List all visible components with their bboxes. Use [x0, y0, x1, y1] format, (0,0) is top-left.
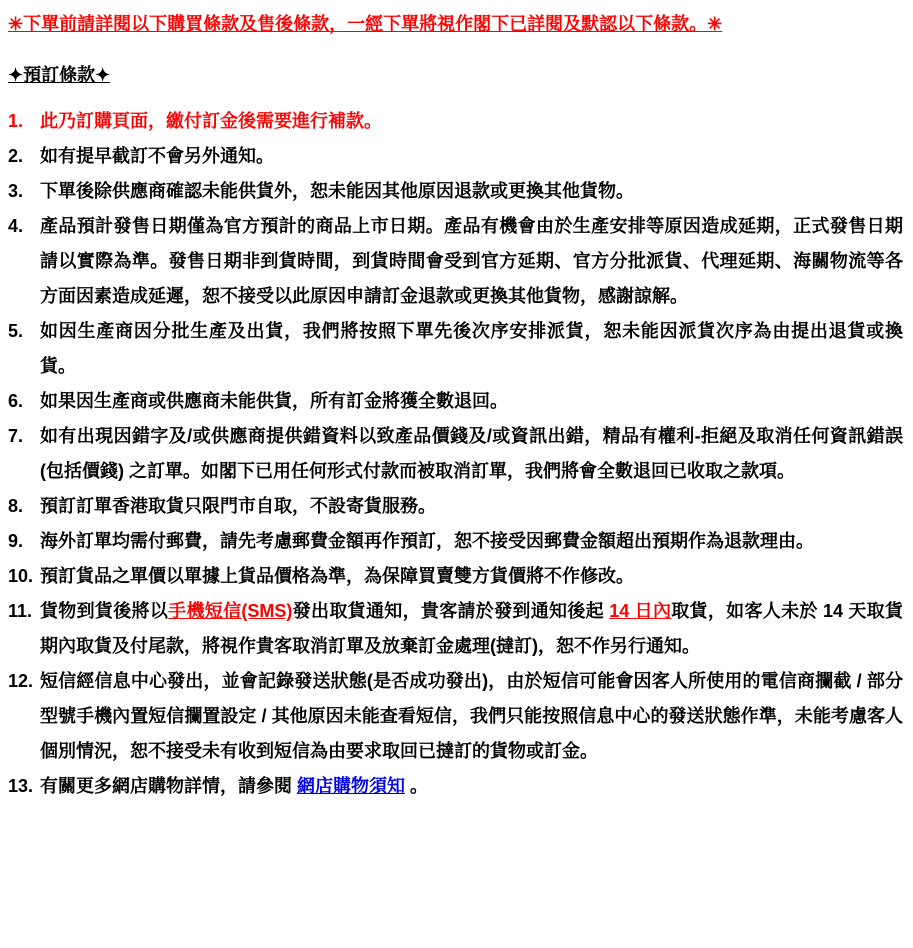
text-segment: 海外訂單均需付郵費，請先考慮郵費金額再作預訂，恕不接受因郵費金額超出預期作為退款理由。 [40, 531, 814, 551]
term-number: 10. [8, 566, 34, 586]
term-item [8, 594, 903, 664]
term-number: 9. [8, 531, 24, 551]
term-item [8, 384, 903, 419]
text-segment: 貨物到貨後將以 [40, 601, 169, 621]
text-segment: 如果因生產商或供應商未能供貨，所有訂金將獲全數退回。 [40, 391, 508, 411]
text-segment: 產品預計發售日期僅為官方預計的商品上市日期。產品有機會由於生產安排等原因造成延期，正式發售日期請以實際為準。發售日期非到貨時間，到貨時間會受到官方延期、官方分批派貨、代理延期、海關物流等各方面因素造成延遲，恕不接受以此原因申請訂金退款或更換其他貨物，感謝諒解。 [40, 216, 903, 306]
text-segment: 如因生產商因分批生產及出貨，我們將按照下單先後次序安排派貨，恕未能因派貨次序為由提出退貨或換貨。 [40, 321, 903, 376]
text-segment: 手機短信(SMS) [168, 601, 293, 621]
term-item [8, 139, 903, 174]
text-segment: 發出取貨通知，貴客請於發到通知後起 [292, 601, 610, 621]
term-text [40, 209, 903, 314]
term-text [40, 489, 903, 524]
text-segment: 有關更多網店購物詳情，請參閱 [40, 776, 297, 796]
term-text [40, 594, 903, 664]
term-item [8, 664, 903, 769]
text-segment: 14 日內 [609, 601, 672, 621]
term-text [40, 664, 903, 769]
text-segment: 如有提早截訂不會另外通知。 [40, 146, 274, 166]
terms-notice-title: ✳下單前請詳閱以下購買條款及售後條款，一經下單將視作閣下已詳閱及默認以下條款。✳ [8, 14, 723, 34]
term-item [8, 489, 903, 524]
term-text [40, 174, 903, 209]
term-number: 12. [8, 671, 34, 691]
term-number: 11. [8, 601, 33, 621]
term-item [8, 419, 903, 489]
term-text [40, 769, 903, 804]
term-number: 1. [8, 111, 24, 131]
terms-list [8, 104, 903, 804]
term-item [8, 174, 903, 209]
term-item [8, 524, 903, 559]
text-segment: 短信經信息中心發出，並會記錄發送狀態(是否成功發出)，由於短信可能會因客人所使用的電信商攔截 / 部分型號手機內置短信攔置設定 / 其他原因未能查看短信，我們只能按照信息中心的發送狀態作準，未能考慮客人個別情況，恕不接受未有收到短信為由要求取回已撻訂的貨物或訂金。 [40, 671, 903, 761]
term-item [8, 209, 903, 314]
term-number: 8. [8, 496, 24, 516]
term-item [8, 769, 903, 804]
term-item [8, 314, 903, 384]
term-text [40, 559, 903, 594]
term-number: 13. [8, 776, 34, 796]
term-text [40, 314, 903, 384]
term-number: 3. [8, 181, 24, 201]
term-text [40, 104, 903, 139]
text-segment: 預訂貨品之單價以單據上貨品價格為準，為保障買賣雙方貨價將不作修改。 [40, 566, 634, 586]
term-number: 6. [8, 391, 24, 411]
term-number: 5. [8, 321, 24, 341]
text-segment: 此乃訂購頁面，繳付訂金後需要進行補款。 [40, 111, 382, 131]
text-segment: 下單後除供應商確認未能供貨外，恕未能因其他原因退款或更換其他貨物。 [40, 181, 634, 201]
term-text [40, 419, 903, 489]
term-number: 2. [8, 146, 24, 166]
term-text [40, 524, 903, 559]
term-item [8, 104, 903, 139]
term-item [8, 559, 903, 594]
text-segment: 預訂訂單香港取貨只限門市自取，不設寄貨服務。 [40, 496, 436, 516]
term-number: 4. [8, 216, 24, 236]
text-segment: 。 [405, 776, 429, 796]
term-number: 7. [8, 426, 24, 446]
shop-guide-link[interactable]: 網店購物須知 [297, 776, 405, 796]
preorder-terms-heading: ✦預訂條款✦ [8, 65, 111, 85]
text-segment: 如有出現因錯字及/或供應商提供錯資料以致產品價錢及/或資訊出錯，精品有權利-拒絕及取消任何資訊錯誤(包括價錢) 之訂單。如閣下已用任何形式付款而被取消訂單，我們將會全數退回已收取之款項。 [40, 426, 903, 481]
term-text [40, 384, 903, 419]
term-text [40, 139, 903, 174]
text-segment: 取貨，如客人未於 14 天取貨期內取貨及付尾款，將視作貴客取消訂單及放棄訂金處理(撻訂)，恕不作另行通知。 [40, 601, 903, 656]
